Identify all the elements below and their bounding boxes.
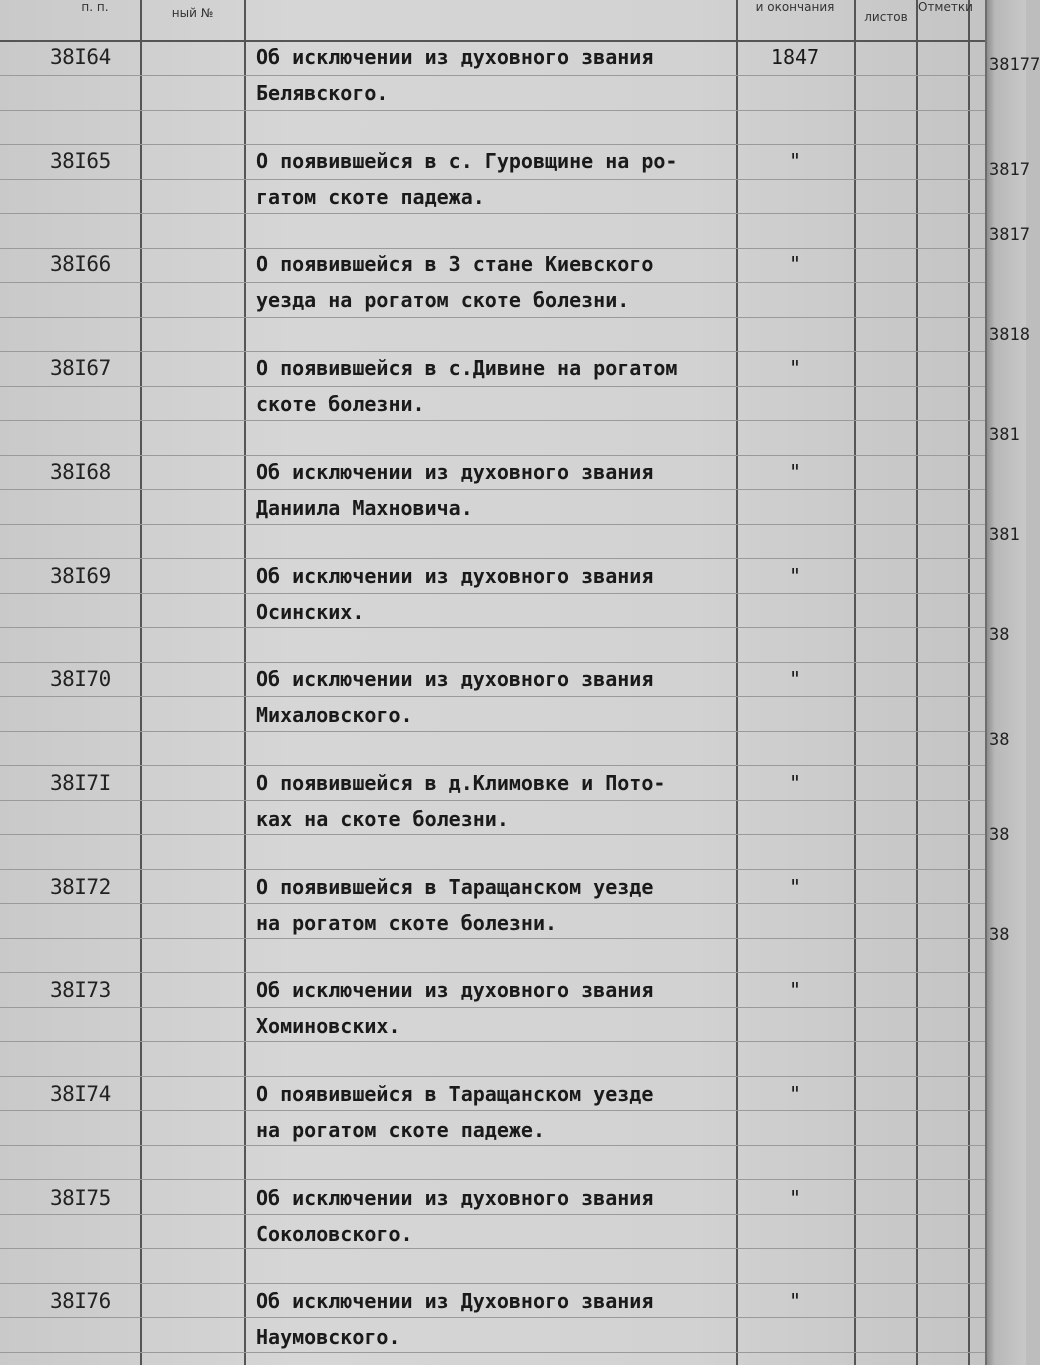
entry-title [256, 1283, 756, 1355]
column-rule [140, 0, 142, 1365]
adjacent-entry-number: 3817 [989, 160, 1030, 180]
entry-title [256, 454, 756, 526]
entry-year: " [788, 460, 802, 484]
entry-number: 38I76 [50, 1289, 111, 1313]
entry-title-line: скоте болезни. [256, 392, 425, 416]
entry-number: 38I69 [50, 564, 111, 588]
entry-number: 38I7I [50, 771, 111, 795]
header-number: п. п. [81, 0, 109, 14]
adjacent-entry-number: 38 [989, 625, 1010, 645]
entry-number: 38I72 [50, 875, 111, 899]
entry-year: " [788, 667, 802, 691]
entry-title-line: Осинских. [256, 600, 365, 624]
entry-number: 38I74 [50, 1082, 111, 1106]
adjacent-entry-number: 381 [989, 425, 1020, 445]
adjacent-entry-number: 3818 [989, 325, 1030, 345]
entry-title [256, 143, 756, 215]
entry-title-line: Наумовского. [256, 1325, 401, 1349]
entry-title-line: гатом скоте падежа. [256, 185, 485, 209]
adjacent-entry-number: 38 [989, 925, 1010, 945]
entry-title-line: Об исключении из духовного звания [256, 45, 654, 69]
entry-title [256, 1180, 756, 1252]
column-rule [916, 0, 918, 1365]
adjacent-entry-number: 38 [989, 825, 1010, 845]
entry-title [256, 972, 756, 1044]
entry-title [256, 558, 756, 630]
entry-title-line: О появившейся в 3 стане Киевского [256, 252, 654, 276]
entry-title-line: О появившейся в Таращанском уезде [256, 1082, 654, 1106]
adjacent-page-edge [985, 0, 1040, 1365]
entry-title-line: уезда на рогатом скоте болезни. [256, 288, 630, 312]
entry-number: 38I65 [50, 149, 111, 173]
entry-title-line: ках на скоте болезни. [256, 807, 509, 831]
entry-title-line: на рогатом скоте падеже. [256, 1118, 545, 1142]
entry-number: 38I66 [50, 252, 111, 276]
entry-title-line: Об исключении из духовного звания [256, 667, 654, 691]
entry-title-line: Даниила Махновича. [256, 496, 473, 520]
entry-number: 38I70 [50, 667, 111, 691]
entry-number: 38I73 [50, 978, 111, 1002]
entry-number: 38I64 [50, 45, 111, 69]
entry-year: " [788, 252, 802, 276]
entry-year: " [788, 1289, 802, 1313]
header-notes: Отметки [918, 0, 973, 14]
entry-year: " [788, 564, 802, 588]
column-rule [968, 0, 970, 1365]
entry-year: " [788, 771, 802, 795]
entry-title-line: О появившейся в с.Дивине на рогатом [256, 356, 678, 380]
entry-title-line: Об исключении из духовного звания [256, 1186, 654, 1210]
entry-year: " [788, 1186, 802, 1210]
entry-year: " [788, 356, 802, 380]
entry-year: " [788, 149, 802, 173]
entry-title-line: Михаловского. [256, 703, 413, 727]
adjacent-entry-number: 38 [989, 730, 1010, 750]
entry-title [256, 246, 756, 318]
column-rule [244, 0, 246, 1365]
column-rule [854, 0, 856, 1365]
adjacent-entry-number: 38177 [989, 55, 1040, 75]
entry-title-line: Об исключении из духовного звания [256, 564, 654, 588]
entry-title-line: Хоминовских. [256, 1014, 401, 1038]
entry-number: 38I68 [50, 460, 111, 484]
adjacent-entry-number: 381 [989, 525, 1020, 545]
header-dates: и окончания [755, 0, 835, 14]
entry-title-line: Соколовского. [256, 1222, 413, 1246]
entry-number: 38I67 [50, 356, 111, 380]
entry-year: " [788, 978, 802, 1002]
entry-title [256, 765, 756, 837]
entry-number: 38I75 [50, 1186, 111, 1210]
entry-year: " [788, 1082, 802, 1106]
header-sheets: листов [864, 10, 908, 24]
entry-title [256, 661, 756, 733]
entry-title-line: О появившейся в с. Гуровщине на ро- [256, 149, 678, 173]
entry-title-line: на рогатом скоте болезни. [256, 911, 558, 935]
entry-year: " [788, 875, 802, 899]
entry-year: 1847 [770, 45, 820, 69]
entry-title [256, 39, 756, 111]
entry-title [256, 869, 756, 941]
entry-title-line: О появившейся в д.Климовке и Пото- [256, 771, 666, 795]
header-old-number: ный № [171, 6, 214, 20]
entry-title-line: О появившейся в Таращанском уезде [256, 875, 654, 899]
entry-title-line: Об исключении из духовного звания [256, 460, 654, 484]
entry-title-line: Об исключении из Духовного звания [256, 1289, 654, 1313]
entry-title-line: Белявского. [256, 81, 389, 105]
adjacent-entry-number: 3817 [989, 225, 1030, 245]
entry-title [256, 350, 756, 422]
entry-title-line: Об исключении из духовного звания [256, 978, 654, 1002]
entry-title [256, 1076, 756, 1148]
